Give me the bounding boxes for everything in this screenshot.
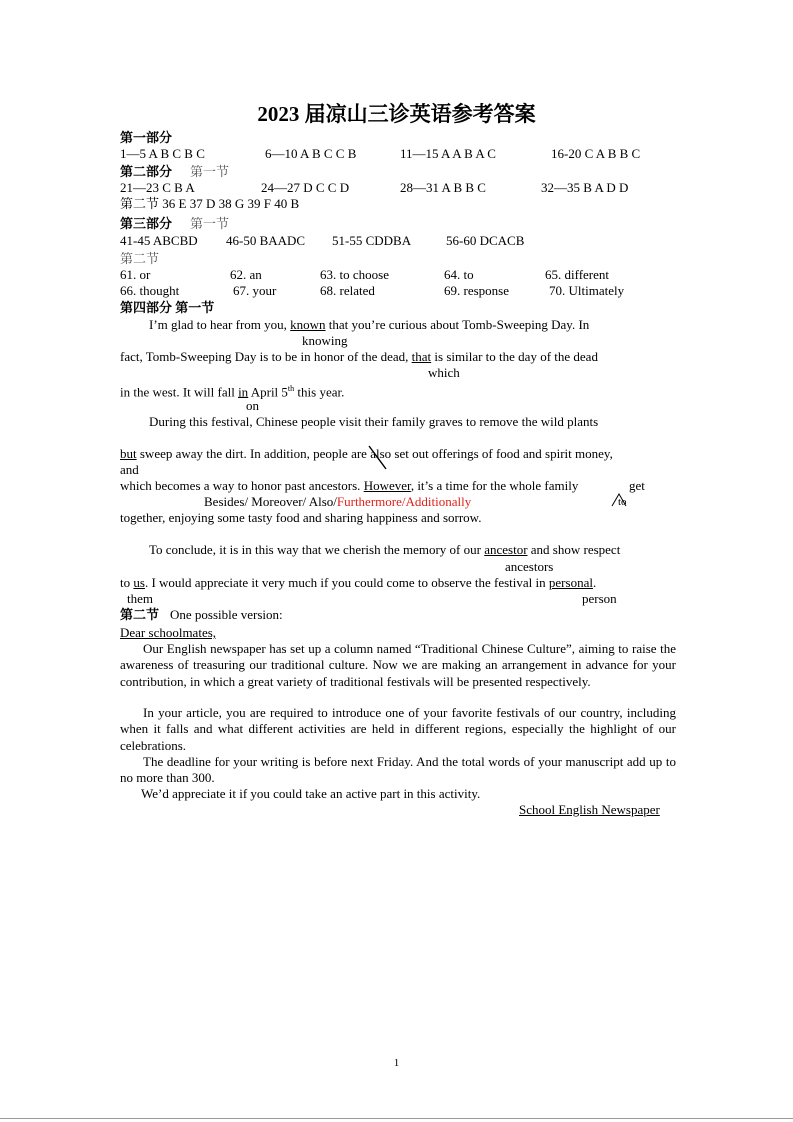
cloze-answer: 61. or bbox=[120, 267, 151, 282]
correction-word: ancestors bbox=[505, 559, 554, 574]
correction-line: fact, Tomb-Sweeping Day is to be in honor of the dead, that is similar to the day of the dead bbox=[120, 349, 598, 364]
part3-section2-label: 第二节 bbox=[120, 251, 160, 266]
answer-group: 46-50 BAADC bbox=[226, 233, 306, 248]
correction-line: but sweep away the dirt. In addition, people are also set out offerings of food and spirit money, bbox=[120, 446, 613, 461]
page-number: 1 bbox=[393, 1057, 400, 1069]
answer-group: 16-20 C A B B C bbox=[551, 146, 641, 161]
essay-closing: We’d appreciate it if you could take an active part in this activity. bbox=[141, 786, 481, 801]
correction-word: them bbox=[127, 591, 153, 606]
bottom-rule bbox=[0, 1118, 793, 1119]
part1-heading: 第一部分 bbox=[120, 130, 173, 145]
correction-line: To conclude, it is in this way that we cherish the memory of our ancestor and show respect bbox=[149, 542, 621, 557]
essay-paragraph: Our English newspaper has set up a column named “Traditional Chinese Culture”, aiming to raise the awareness of treasuring our traditional culture. Now we are making an arrangement in advance for your contribution, in which a great variety of traditional festivals will be presented respectively. bbox=[120, 641, 676, 689]
correction-line: I’m glad to hear from you, known that you’re curious about Tomb-Sweeping Day. In bbox=[149, 317, 590, 332]
part4-heading: 第四部分 第一节 bbox=[120, 300, 215, 315]
cloze-answer: 69. response bbox=[444, 283, 509, 298]
error-word: personal bbox=[548, 575, 593, 590]
correction-line-tail: get bbox=[629, 478, 645, 493]
deleted-word: are bbox=[351, 446, 367, 461]
document-title: 2023 届凉山三诊英语参考答案 bbox=[257, 102, 536, 126]
answer-group: 41-45 ABCBD bbox=[120, 233, 198, 248]
part3-heading: 第三部分 bbox=[120, 216, 173, 231]
cloze-answer: 64. to bbox=[444, 267, 474, 282]
correction-word: on bbox=[246, 398, 259, 413]
correction-line: During this festival, Chinese people visit their family graves to remove the wild plants bbox=[149, 414, 599, 429]
error-word: us bbox=[133, 575, 145, 590]
correction-word: to bbox=[618, 496, 627, 508]
essay-paragraph: The deadline for your writing is before next Friday. And the total words of your manuscript add up to no more than 300. bbox=[120, 754, 676, 786]
part2-heading: 第二部分 bbox=[120, 164, 173, 179]
error-word: ancestor bbox=[484, 542, 528, 557]
red-correction: Furthermore/Additionally bbox=[336, 494, 472, 509]
error-word: However bbox=[363, 478, 411, 493]
cloze-answer: 68. related bbox=[320, 283, 375, 298]
correction-word: which bbox=[428, 365, 460, 380]
correction-word: person bbox=[582, 591, 617, 606]
error-word: but bbox=[120, 446, 137, 461]
cloze-answer: 65. different bbox=[545, 267, 610, 282]
cloze-answer: 67. your bbox=[233, 283, 277, 298]
correction-line: to us. I would appreciate it very much if you could come to observe the festival in personal. bbox=[120, 575, 597, 590]
correction-line: together, enjoying some tasty food and sharing happiness and sorrow. bbox=[120, 510, 482, 525]
part2-section2-answers: 第二节 36 E 37 D 38 G 39 F 40 B bbox=[120, 196, 300, 211]
version-label: One possible version: bbox=[170, 607, 283, 622]
answer-group: 56-60 DCACB bbox=[446, 233, 525, 248]
signature: School English Newspaper bbox=[519, 802, 660, 817]
part3-section1-label: 第一节 bbox=[190, 216, 230, 231]
correction-word: knowing bbox=[302, 333, 348, 348]
cloze-answer: 63. to choose bbox=[320, 267, 389, 282]
answer-group: 21—23 C B A bbox=[120, 180, 195, 195]
correction-word: Besides/ Moreover/ Also/Furthermore/Additionally bbox=[204, 494, 472, 509]
cloze-answer: 66. thought bbox=[120, 283, 180, 298]
answer-group: 6—10 A B C C B bbox=[265, 146, 357, 161]
essay-paragraph: In your article, you are required to introduce one of your favorite festivals of our country, including when it falls and what different activities are held in different regions, especially the highlight of our celebrations. bbox=[120, 705, 676, 753]
part4-section2-heading: 第二节 bbox=[120, 607, 160, 622]
answer-group: 28—31 A B B C bbox=[400, 180, 486, 195]
error-word: in bbox=[238, 384, 249, 400]
answer-group: 11—15 A A B A C bbox=[400, 146, 496, 161]
answer-group: 32—35 B A D D bbox=[541, 180, 629, 195]
error-word: known bbox=[290, 317, 326, 332]
answer-group: 51-55 CDDBA bbox=[332, 233, 412, 248]
answer-group: 1—5 A B C B C bbox=[120, 146, 205, 161]
cloze-answer: 70. Ultimately bbox=[549, 283, 625, 298]
part2-section1-label: 第一节 bbox=[190, 164, 230, 179]
correction-line: in the west. It will fall in April 5th this year. bbox=[120, 384, 345, 400]
cloze-answer: 62. an bbox=[230, 267, 262, 282]
correction-word: and bbox=[120, 462, 139, 477]
error-word: that bbox=[411, 349, 432, 364]
insert-caret-icon bbox=[612, 494, 626, 506]
answer-group: 24—27 D C C D bbox=[261, 180, 350, 195]
delete-stroke bbox=[369, 446, 386, 469]
correction-line: which becomes a way to honor past ancestors. However, it’s a time for the whole family bbox=[120, 478, 579, 493]
salutation: Dear schoolmates, bbox=[120, 625, 217, 640]
